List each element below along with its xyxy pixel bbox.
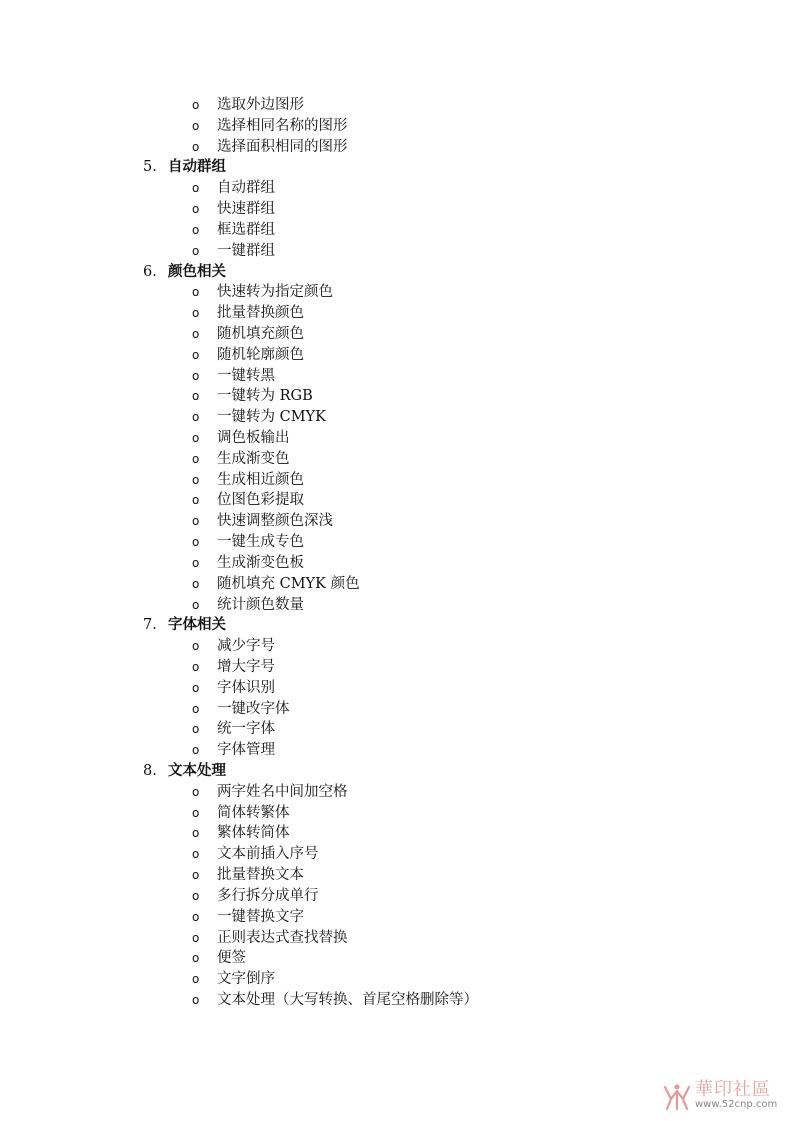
list-item-label: 繁体转简体 [217, 825, 290, 842]
list-item [0, 178, 793, 199]
section-title: 文本处理 [168, 763, 226, 779]
bullet-icon: o [192, 722, 200, 737]
bullet-icon: o [192, 597, 200, 612]
list-item-label: 调色板输出 [217, 430, 290, 446]
list-item-label: 选择相同名称的图形 [217, 117, 348, 134]
list-item [0, 844, 793, 865]
list-item-label: 生成渐变色板 [217, 554, 304, 571]
list-item-label: 正则表达式查找替换 [217, 929, 348, 946]
list-item-label: 增大字号 [217, 658, 275, 675]
list-item-label: 批量替换文本 [217, 867, 304, 884]
bullet-icon: o [192, 888, 200, 903]
list-item-label: 随机填充颜色 [217, 325, 304, 342]
bullet-icon: o [192, 514, 200, 529]
list-item [0, 490, 793, 511]
list-item [0, 303, 793, 324]
list-item [0, 823, 793, 844]
bullet-icon: o [192, 784, 200, 799]
list-item [0, 241, 793, 262]
list-item-label: 文本处理（大写转换、首尾空格删除等） [217, 991, 478, 1008]
list-item [0, 553, 793, 574]
watermark [661, 1077, 789, 1117]
bullet-icon: o [192, 222, 200, 237]
list-item [0, 345, 793, 366]
bullet-icon: o [192, 555, 200, 570]
bullet-icon: o [192, 118, 200, 133]
bullet-icon: o [192, 98, 200, 112]
list-item [0, 782, 793, 803]
bullet-icon: o [192, 493, 200, 508]
list-item [0, 282, 793, 303]
list-item-label: 一键替换文字 [217, 908, 304, 925]
bullet-icon: o [192, 181, 200, 196]
section-number: 6. [143, 263, 157, 280]
bullet-icon: o [192, 930, 200, 945]
list-item-label: 字体管理 [217, 742, 275, 759]
bullet-icon: o [192, 951, 200, 966]
list-item [0, 865, 793, 886]
list-item-label: 统一字体 [217, 721, 275, 738]
list-item-label: 字体识别 [217, 679, 275, 696]
list-item-label: 框选群组 [217, 221, 275, 238]
list-item-label: 一键群组 [217, 242, 275, 259]
list-item [0, 907, 793, 928]
list-item [0, 220, 793, 241]
list-item [0, 928, 793, 949]
bullet-icon: o [192, 680, 200, 695]
list-item-label: 随机轮廓颜色 [217, 346, 304, 363]
list-item-label: 一键改字体 [217, 700, 290, 717]
list-item [0, 428, 793, 449]
list-item [0, 969, 793, 990]
bullet-icon: o [192, 368, 200, 383]
bullet-icon: o [192, 992, 200, 1007]
bullet-icon: o [192, 805, 200, 820]
list-item-label: 一键转黑 [217, 367, 275, 384]
bullet-icon: o [192, 306, 200, 321]
list-item-label: 一键转为 CMYK [217, 409, 326, 426]
list-item [0, 657, 793, 678]
list-item [0, 990, 793, 1011]
list-item [0, 719, 793, 740]
section-number: 8. [143, 763, 157, 779]
list-item [0, 886, 793, 907]
bullet-icon: o [192, 701, 200, 716]
bullet-icon: o [192, 326, 200, 341]
bullet-icon: o [192, 639, 200, 654]
list-item-label: 快速转为指定颜色 [217, 284, 333, 301]
list-item [0, 95, 793, 116]
bullet-icon: o [192, 909, 200, 924]
bullet-icon: o [192, 472, 200, 487]
section-heading [0, 262, 793, 283]
bullet-icon: o [192, 347, 200, 362]
bullet-icon: o [192, 972, 200, 987]
list-item-label: 快速群组 [217, 201, 275, 218]
list-item [0, 470, 793, 491]
list-item-label: 文本前插入序号 [217, 846, 319, 863]
bullet-icon: o [192, 389, 200, 404]
section-number: 7. [143, 617, 157, 634]
bullet-icon: o [192, 535, 200, 550]
list-item [0, 948, 793, 969]
bullet-icon: o [192, 285, 200, 300]
list-item-label: 一键生成专色 [217, 534, 304, 551]
list-item-label: 减少字号 [217, 638, 275, 655]
section-heading [0, 157, 793, 178]
list-item [0, 699, 793, 720]
watermark-text: 華印社區 [695, 1079, 771, 1100]
bullet-icon: o [192, 743, 200, 758]
list-item-label: 选取外边图形 [217, 97, 304, 113]
list-item [0, 366, 793, 387]
list-item-label: 自动群组 [217, 180, 275, 197]
list-item [0, 740, 793, 761]
list-item-label: 生成相近颜色 [217, 471, 304, 488]
bullet-icon: o [192, 826, 200, 841]
bullet-icon: o [192, 243, 200, 258]
list-item-label: 选择面积相同的图形 [217, 138, 348, 155]
list-item-label: 一键转为 RGB [217, 388, 313, 405]
list-item [0, 407, 793, 428]
list-item [0, 532, 793, 553]
section-title: 字体相关 [168, 617, 226, 634]
section-number: 5. [143, 159, 157, 176]
list-item-label: 批量替换颜色 [217, 305, 304, 322]
list-item [0, 199, 793, 220]
list-item [0, 449, 793, 470]
bullet-icon: o [192, 847, 200, 862]
52cnp-logo-icon [661, 1081, 693, 1113]
document-page [0, 95, 793, 1011]
bullet-icon: o [192, 868, 200, 883]
list-item [0, 137, 793, 158]
list-item-label: 快速调整颜色深浅 [217, 513, 333, 530]
list-item-label: 统计颜色数量 [217, 596, 304, 613]
list-item [0, 116, 793, 137]
list-item [0, 595, 793, 616]
list-item-label: 生成渐变色 [217, 450, 290, 467]
bullet-icon: o [192, 659, 200, 674]
list-item [0, 574, 793, 595]
bullet-icon: o [192, 202, 200, 217]
bullet-icon: o [192, 431, 200, 445]
section-heading [0, 761, 793, 782]
list-item [0, 511, 793, 532]
section-title: 颜色相关 [168, 263, 226, 280]
bullet-icon: o [192, 139, 200, 154]
list-item [0, 324, 793, 345]
list-item-label: 随机填充 CMYK 颜色 [217, 575, 360, 592]
list-item-label: 文字倒序 [217, 971, 275, 988]
section-title: 自动群组 [168, 159, 226, 176]
list-item-label: 多行拆分成单行 [217, 887, 319, 904]
list-item [0, 803, 793, 824]
list-item-label: 便签 [217, 950, 246, 967]
bullet-icon: o [192, 451, 200, 466]
list-item [0, 636, 793, 657]
list-item-label: 两字姓名中间加空格 [217, 783, 348, 800]
list-item-label: 简体转繁体 [217, 804, 290, 821]
list-item [0, 386, 793, 407]
section-heading [0, 615, 793, 636]
list-item-label: 位图色彩提取 [217, 492, 304, 509]
list-item [0, 678, 793, 699]
bullet-icon: o [192, 410, 200, 425]
bullet-icon: o [192, 576, 200, 591]
watermark-url: www.52cnp.com [695, 1099, 778, 1110]
